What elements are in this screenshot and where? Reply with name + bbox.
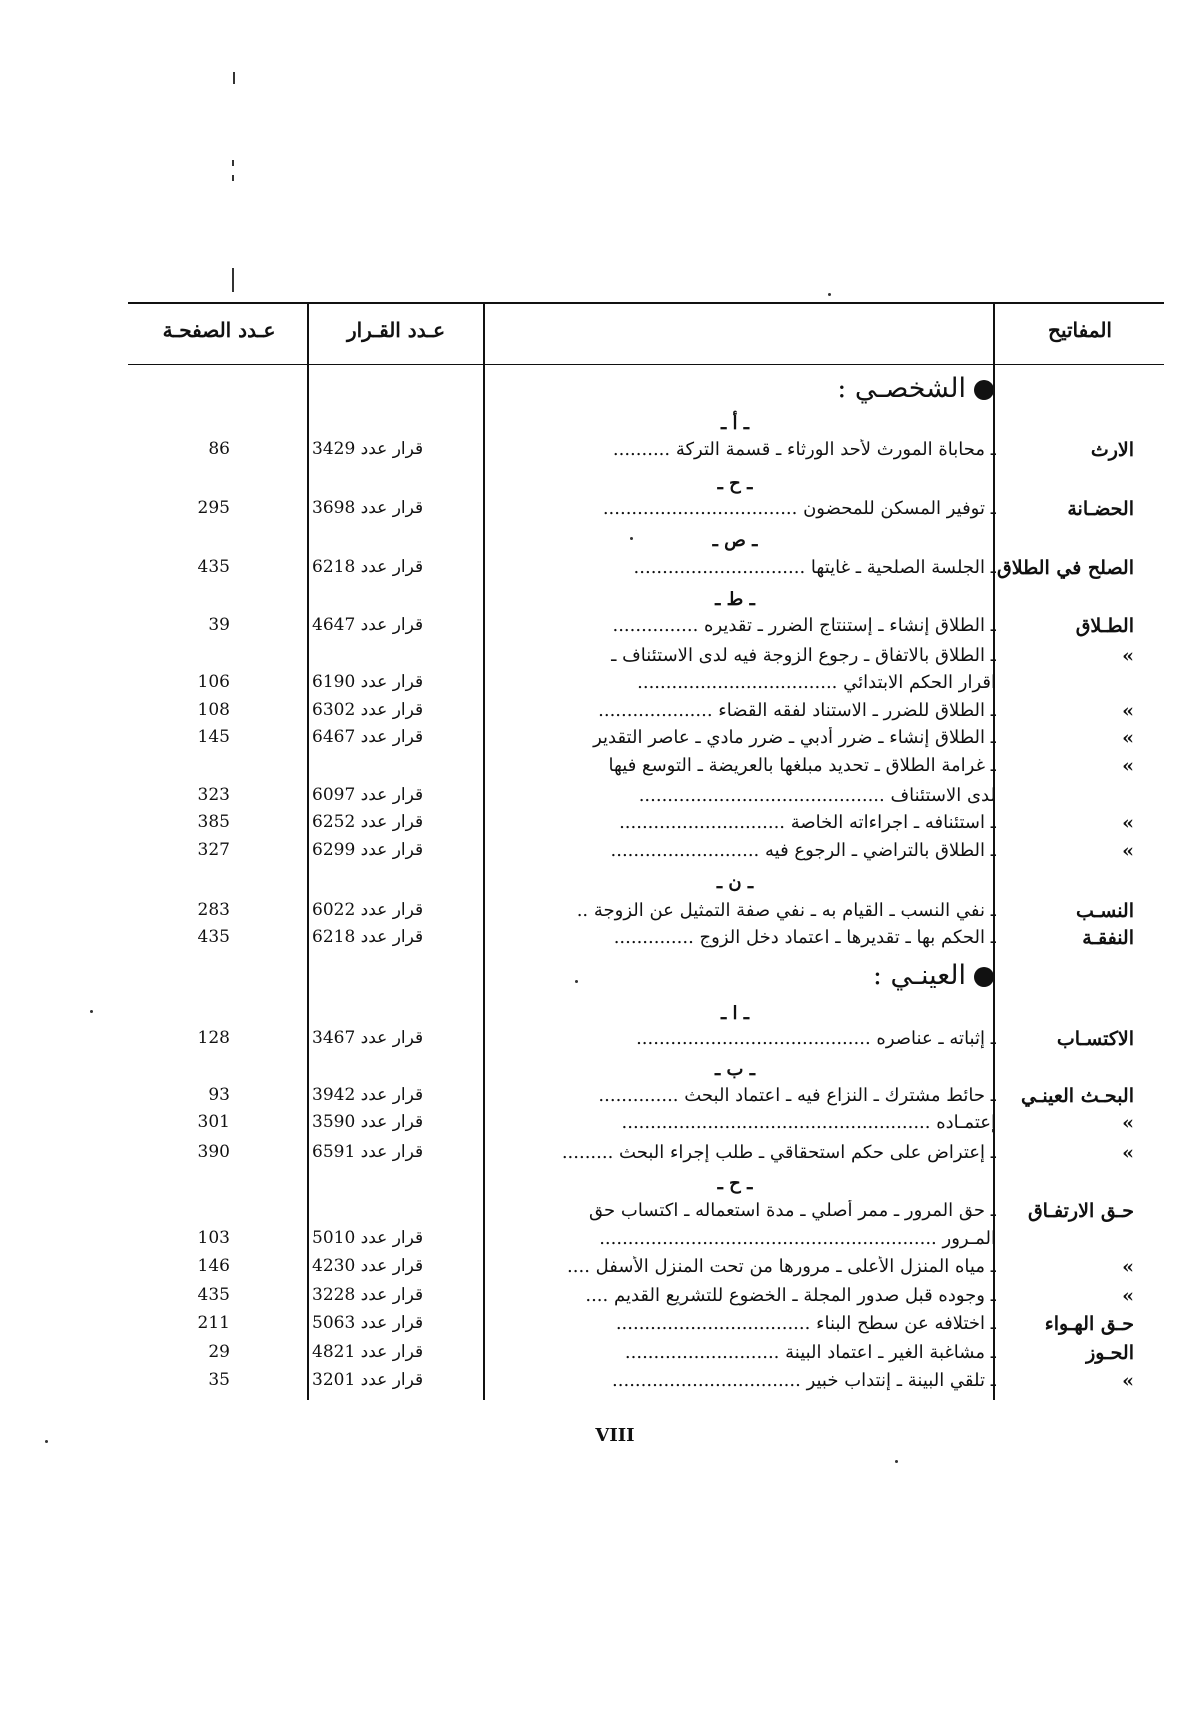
page-cell: 128 bbox=[197, 1028, 230, 1048]
table-row bbox=[0, 785, 1194, 813]
table-row bbox=[0, 1370, 1194, 1398]
subject-cell: ـ الطلاق إنشاء ـ ضرر أدبي ـ ضرر مادي ـ عاصر التقدير bbox=[593, 727, 996, 748]
keyword-cell: » bbox=[1122, 1142, 1134, 1164]
table-row bbox=[0, 812, 1194, 840]
table-row bbox=[0, 672, 1194, 700]
table-row bbox=[0, 1200, 1194, 1228]
decision-cell: قرار عدد 3429 bbox=[312, 439, 424, 459]
page-cell: 106 bbox=[197, 672, 230, 692]
header-keywords: المفاتيح bbox=[1048, 318, 1112, 342]
decision-cell: قرار عدد 6022 bbox=[312, 900, 424, 920]
keyword-cell: » bbox=[1122, 1370, 1134, 1392]
decision-cell: قرار عدد 6190 bbox=[312, 672, 424, 692]
decision-cell: قرار عدد 6218 bbox=[312, 557, 424, 577]
page-cell: 93 bbox=[208, 1085, 230, 1105]
decision-cell: قرار عدد 3590 bbox=[312, 1112, 424, 1132]
keyword-cell: » bbox=[1122, 755, 1134, 777]
keyword-cell: » bbox=[1122, 812, 1134, 834]
keyword-cell: النسـب bbox=[1076, 900, 1134, 922]
subject-cell: ـ الحكم بها ـ تقديرها ـ اعتماد دخل الزوج .............. bbox=[613, 927, 996, 948]
header-page-number: عـدد الصفحـة bbox=[162, 318, 276, 342]
subject-cell: ـ اختلافه عن سطح البناء .................................. bbox=[615, 1313, 996, 1334]
table-top-rule bbox=[128, 302, 1164, 304]
table-row bbox=[0, 700, 1194, 728]
subject-cell: لدى الاستئناف ........................................... bbox=[638, 785, 996, 806]
keyword-cell: » bbox=[1122, 645, 1134, 667]
scan-speck bbox=[630, 537, 633, 540]
keyword-cell: الصلح في الطلاق bbox=[997, 557, 1134, 579]
table-row bbox=[0, 1313, 1194, 1341]
keyword-cell: النفقـة bbox=[1082, 927, 1134, 949]
keyword-cell: الارث bbox=[1090, 439, 1134, 461]
subject-cell: ـ الجلسة الصلحية ـ غايتها .............................. bbox=[633, 557, 996, 578]
table-row bbox=[0, 615, 1194, 643]
table-row bbox=[0, 1342, 1194, 1370]
keyword-cell: » bbox=[1122, 700, 1134, 722]
table-row bbox=[0, 557, 1194, 585]
subject-cell: اقرار الحكم الابتدائي ................................... bbox=[637, 672, 996, 693]
subject-cell: ـ مياه المنزل الأعلى ـ مرورها من تحت المنزل الأسفل .... bbox=[567, 1256, 996, 1277]
page-cell: 295 bbox=[197, 498, 230, 518]
letter-heading: ـ ص ـ bbox=[712, 530, 758, 551]
subject-cell: ـ استئنافه ـ اجراءاته الخاصة ............................. bbox=[619, 812, 996, 833]
table-row bbox=[0, 498, 1194, 526]
keyword-cell: حـق الهـواء bbox=[1044, 1313, 1134, 1335]
scan-mark bbox=[232, 160, 234, 166]
decision-cell: قرار عدد 5010 bbox=[312, 1228, 424, 1248]
subject-cell: إعتمـاده ...................................................... bbox=[621, 1112, 996, 1133]
page-cell: 211 bbox=[197, 1313, 230, 1333]
scan-speck bbox=[45, 1440, 48, 1443]
table-row bbox=[0, 840, 1194, 868]
decision-cell: قرار عدد 3228 bbox=[312, 1285, 424, 1305]
letter-heading: ـ ح ـ bbox=[717, 1173, 753, 1194]
decision-cell: قرار عدد 6467 bbox=[312, 727, 424, 747]
page-number-footer: VIII bbox=[595, 1425, 635, 1446]
page-cell: 145 bbox=[197, 727, 230, 747]
page-cell: 435 bbox=[197, 927, 230, 947]
bullet-icon bbox=[974, 380, 994, 400]
subject-cell: ـ الطلاق إنشاء ـ إستنتاج الضرر ـ تقديره ............... bbox=[612, 615, 996, 636]
page-cell: 283 bbox=[197, 900, 230, 920]
letter-heading: ـ ح ـ bbox=[717, 473, 753, 494]
keyword-cell: الاكتسـاب bbox=[1056, 1028, 1134, 1050]
keyword-cell: الحضـانة bbox=[1067, 498, 1134, 520]
letter-heading: ـ ب ـ bbox=[714, 1059, 756, 1080]
decision-cell: قرار عدد 6302 bbox=[312, 700, 424, 720]
page-cell: 146 bbox=[197, 1256, 230, 1276]
page-cell: 86 bbox=[208, 439, 230, 459]
keyword-cell: الطـلاق bbox=[1075, 615, 1134, 637]
decision-cell: قرار عدد 4647 bbox=[312, 615, 424, 635]
table-row bbox=[0, 755, 1194, 783]
keyword-cell: » bbox=[1122, 1285, 1134, 1307]
keyword-cell: » bbox=[1122, 1256, 1134, 1278]
table-row bbox=[0, 1028, 1194, 1056]
decision-cell: قرار عدد 5063 bbox=[312, 1313, 424, 1333]
page-cell: 29 bbox=[208, 1342, 230, 1362]
subject-cell: ـ إثباته ـ عناصره ......................................... bbox=[636, 1028, 996, 1049]
scan-speck bbox=[895, 1460, 898, 1463]
page-cell: 108 bbox=[197, 700, 230, 720]
scan-speck bbox=[575, 980, 578, 983]
page-cell: 385 bbox=[197, 812, 230, 832]
subject-cell: ـ حق المرور ـ ممر أصلي ـ مدة استعماله ـ اكتساب حق bbox=[589, 1200, 996, 1221]
page-cell: 327 bbox=[197, 840, 230, 860]
decision-cell: قرار عدد 4821 bbox=[312, 1342, 424, 1362]
table-row bbox=[0, 645, 1194, 673]
scan-speck bbox=[828, 293, 831, 296]
table-header-rule bbox=[128, 364, 1164, 365]
subject-cell: ـ غرامة الطلاق ـ تحديد مبلغها بالعريضة ـ التوسع فيها bbox=[608, 755, 996, 776]
table-row bbox=[0, 727, 1194, 755]
subject-cell: ـ الطلاق بالاتفاق ـ رجوع الزوجة فيه لدى الاستئناف ـ bbox=[611, 645, 996, 666]
page-cell: 301 bbox=[197, 1112, 230, 1132]
decision-cell: قرار عدد 6218 bbox=[312, 927, 424, 947]
scan-mark bbox=[232, 268, 234, 292]
page-cell: 103 bbox=[197, 1228, 230, 1248]
decision-cell: قرار عدد 4230 bbox=[312, 1256, 424, 1276]
letter-heading: ـ ن ـ bbox=[716, 872, 754, 893]
subject-cell: ـ نفي النسب ـ القيام به ـ نفي صفة التمثيل عن الزوجة .. bbox=[576, 900, 996, 921]
page-cell: 390 bbox=[197, 1142, 230, 1162]
table-row bbox=[0, 1256, 1194, 1284]
subject-cell: ـ حائط مشترك ـ النزاع فيه ـ اعتماد البحث .............. bbox=[598, 1085, 996, 1106]
scan-mark bbox=[233, 72, 235, 84]
keyword-cell: » bbox=[1122, 1112, 1134, 1134]
page-cell: 35 bbox=[208, 1370, 230, 1390]
subject-cell: ـ محاباة المورث لأحد الورثاء ـ قسمة التركة .......... bbox=[612, 439, 996, 460]
table-row bbox=[0, 900, 1194, 928]
table-row bbox=[0, 439, 1194, 467]
keyword-cell: حـق الارتفـاق bbox=[1027, 1200, 1134, 1222]
keyword-cell: » bbox=[1122, 727, 1134, 749]
keyword-cell: البحـث العينـي bbox=[1020, 1085, 1134, 1107]
decision-cell: قرار عدد 6097 bbox=[312, 785, 424, 805]
table-row bbox=[0, 1085, 1194, 1113]
decision-cell: قرار عدد 3467 bbox=[312, 1028, 424, 1048]
letter-heading: ـ ا ـ bbox=[720, 1003, 750, 1024]
table-row bbox=[0, 927, 1194, 955]
table-row bbox=[0, 1285, 1194, 1313]
scan-speck bbox=[90, 1010, 93, 1013]
decision-cell: قرار عدد 3201 bbox=[312, 1370, 424, 1390]
bullet-icon bbox=[974, 967, 994, 987]
section-title: الشخصـي : bbox=[837, 373, 994, 404]
subject-cell: المـرور ........................................................... bbox=[599, 1228, 996, 1249]
page-cell: 323 bbox=[197, 785, 230, 805]
keyword-cell: » bbox=[1122, 840, 1134, 862]
decision-cell: قرار عدد 6591 bbox=[312, 1142, 424, 1162]
decision-cell: قرار عدد 3942 bbox=[312, 1085, 424, 1105]
decision-cell: قرار عدد 3698 bbox=[312, 498, 424, 518]
decision-cell: قرار عدد 6252 bbox=[312, 812, 424, 832]
subject-cell: ـ الطلاق بالتراضي ـ الرجوع فيه .......................... bbox=[610, 840, 996, 861]
letter-heading: ـ أ ـ bbox=[720, 413, 750, 434]
decision-cell: قرار عدد 6299 bbox=[312, 840, 424, 860]
subject-cell: ـ إعتراض على حكم استحقاقي ـ طلب إجراء البحث ......... bbox=[561, 1142, 996, 1163]
subject-cell: ـ مشاغبة الغير ـ اعتماد البينة ........................... bbox=[624, 1342, 996, 1363]
page-cell: 435 bbox=[197, 557, 230, 577]
letter-heading: ـ ط ـ bbox=[715, 589, 755, 610]
section-title: العينـي : bbox=[873, 960, 994, 991]
table-row bbox=[0, 1112, 1194, 1140]
page-cell: 435 bbox=[197, 1285, 230, 1305]
subject-cell: ـ تلقي البينة ـ إنتداب خبير ................................. bbox=[612, 1370, 996, 1391]
subject-cell: ـ توفير المسكن للمحضون .................................. bbox=[602, 498, 996, 519]
table-row bbox=[0, 1228, 1194, 1256]
scan-mark bbox=[232, 175, 234, 181]
page-cell: 39 bbox=[208, 615, 230, 635]
subject-cell: ـ الطلاق للضرر ـ الاستناد لفقه القضاء .................... bbox=[598, 700, 996, 721]
keyword-cell: الحـوز bbox=[1086, 1342, 1134, 1364]
header-decision-number: عـدد القـرار bbox=[346, 318, 446, 342]
subject-cell: ـ وجوده قبل صدور المجلة ـ الخضوع للتشريع القديم .... bbox=[585, 1285, 996, 1306]
table-row bbox=[0, 1142, 1194, 1170]
